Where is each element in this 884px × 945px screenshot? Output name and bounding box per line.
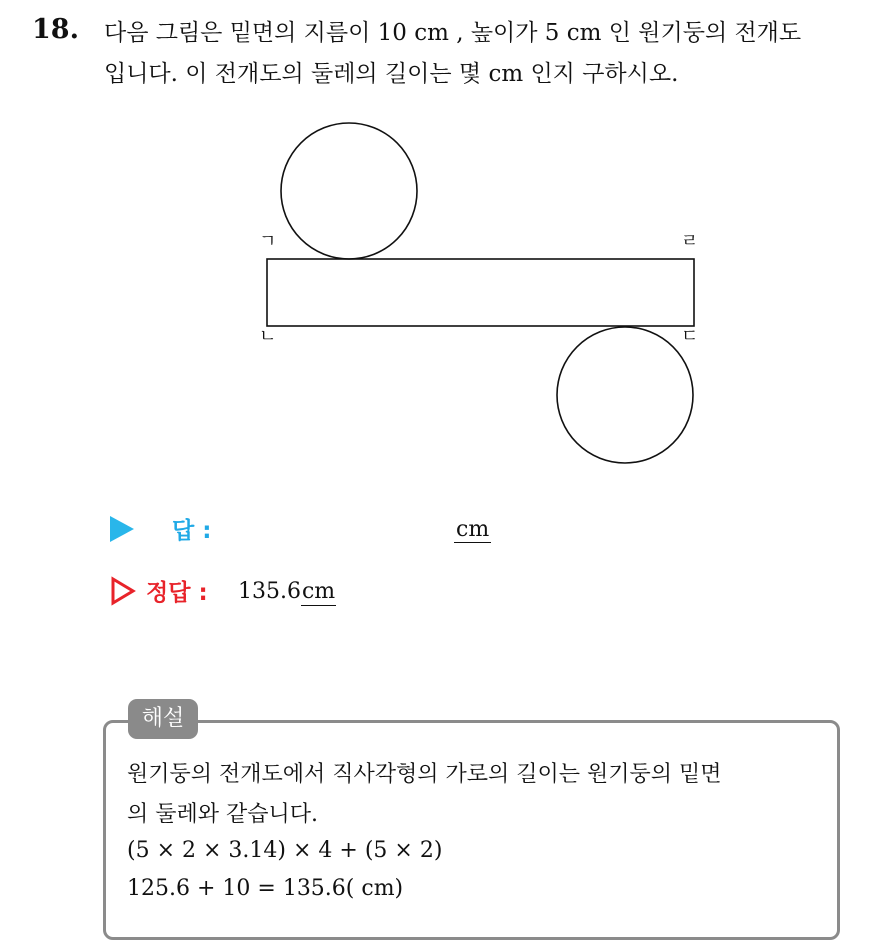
corner-label-giyeok: ㄱ <box>259 231 277 252</box>
explanation-line1: 원기둥의 전개도에서 직사각형의 가로의 길이는 원기둥의 밑면 <box>127 762 722 787</box>
correct-answer-unit: cm <box>301 579 336 604</box>
explanation-box <box>103 720 840 940</box>
bottom-base-circle <box>557 327 693 463</box>
question-text-line2: 입니다. 이 전개도의 둘레의 길이는 몇 cm 인지 구하시오. <box>104 61 679 87</box>
question-number: 18. <box>32 14 79 45</box>
top-base-circle <box>281 123 417 259</box>
question-text-line1: 다음 그림은 밑면의 지름이 10 cm , 높이가 5 cm 인 원기둥의 전개도 <box>104 20 802 46</box>
explanation-line2: 의 둘레와 같습니다. <box>127 802 318 827</box>
correct-answer-value <box>238 579 336 604</box>
correct-answer-number: 135.6 <box>238 579 301 604</box>
corner-label-nieun: ㄴ <box>259 326 277 347</box>
correct-answer-label: 정답 : <box>146 580 208 606</box>
answer-row <box>110 512 211 545</box>
explanation-tab: 해설 <box>128 699 198 739</box>
outline-triangle-icon <box>110 576 136 606</box>
filled-triangle-icon <box>110 516 134 542</box>
answer-unit: cm <box>456 517 490 542</box>
answer-label: 답 : <box>172 518 212 544</box>
corner-label-digeut: ㄷ <box>681 326 699 347</box>
corner-label-rieul: ㄹ <box>681 231 699 252</box>
explanation-result: 125.6 + 10 = 135.6( cm) <box>127 876 404 901</box>
explanation-formula: (5 × 2 × 3.14) × 4 + (5 × 2) <box>127 838 443 863</box>
lateral-face-rectangle <box>267 259 694 326</box>
correct-answer-row <box>110 574 208 607</box>
